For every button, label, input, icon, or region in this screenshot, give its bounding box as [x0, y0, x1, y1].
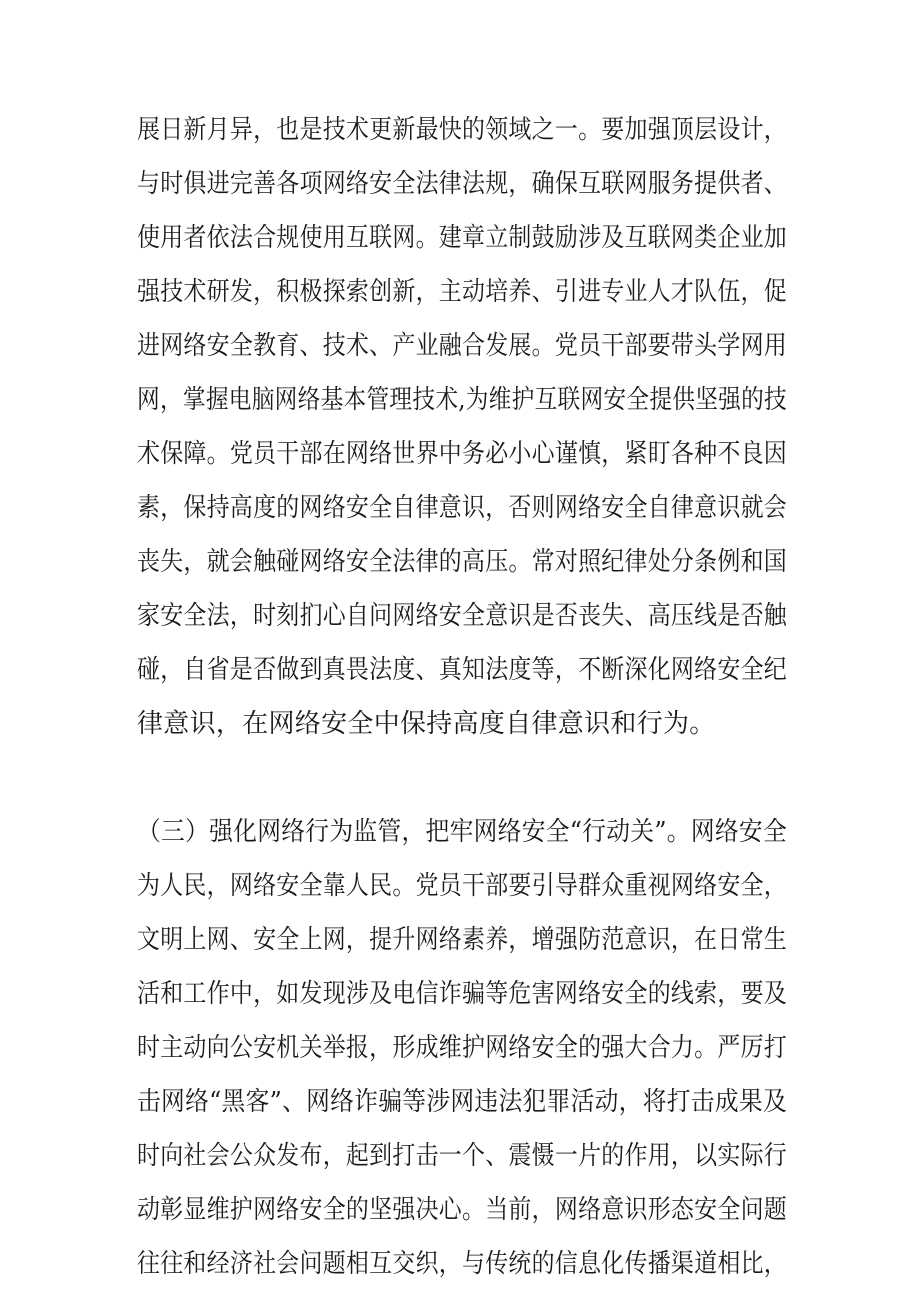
text-line: 活和工作中，如发现涉及电信诈骗等危害网络安全的线索，要及 — [137, 979, 787, 1009]
text-line: 往往和经济社会问题相互交织，与传统的信息化传播渠道相比， — [137, 1249, 787, 1279]
text-line: 时主动向公安机关举报，形成维护网络安全的强大合力。严厉打 — [137, 1033, 787, 1063]
text-line: 展日新月异，也是技术更新最快的领域之一。要加强顶层设计， — [137, 115, 787, 145]
text-line: 术保障。党员干部在网络世界中务必小心谨慎，紧盯各种不良因 — [137, 439, 787, 469]
text-line: 律意识，在网络安全中保持高度自律意识和行为。 — [137, 709, 716, 739]
section-heading-line: （三）强化网络行为监管，把牢网络安全“行动关”。网络安全 — [137, 817, 787, 847]
text-line: 素，保持高度的网络安全自律意识，否则网络安全自律意识就会 — [137, 493, 787, 523]
text-line: 碰，自省是否做到真畏法度、真知法度等，不断深化网络安全纪 — [137, 655, 787, 685]
text-line: 家安全法，时刻扪心自问网络安全意识是否丧失、高压线是否触 — [137, 601, 787, 631]
text-line: 使用者依法合规使用互联网。建章立制鼓励涉及互联网类企业加 — [137, 223, 787, 253]
text-line: 强技术研发，积极探索创新，主动培养、引进专业人才队伍，促 — [137, 277, 787, 307]
text-line: 动彰显维护网络安全的坚强决心。当前，网络意识形态安全问题 — [137, 1195, 787, 1225]
text-line: 击网络“黑客”、网络诈骗等涉网违法犯罪活动，将打击成果及 — [137, 1087, 787, 1117]
text-line: 为人民，网络安全靠人民。党员干部要引导群众重视网络安全， — [137, 871, 787, 901]
text-line: 网，掌握电脑网络基本管理技术,为维护互联网安全提供坚强的技 — [137, 385, 787, 415]
text-line: 与时俱进完善各项网络安全法律法规，确保互联网服务提供者、 — [137, 169, 787, 199]
text-line: 丧失，就会触碰网络安全法律的高压。常对照纪律处分条例和国 — [137, 547, 787, 577]
text-line: 时向社会公众发布，起到打击一个、震慑一片的作用，以实际行 — [137, 1141, 787, 1171]
text-line: 文明上网、安全上网，提升网络素养，增强防范意识，在日常生 — [137, 925, 787, 955]
text-line: 进网络安全教育、技术、产业融合发展。党员干部要带头学网用 — [137, 331, 787, 361]
